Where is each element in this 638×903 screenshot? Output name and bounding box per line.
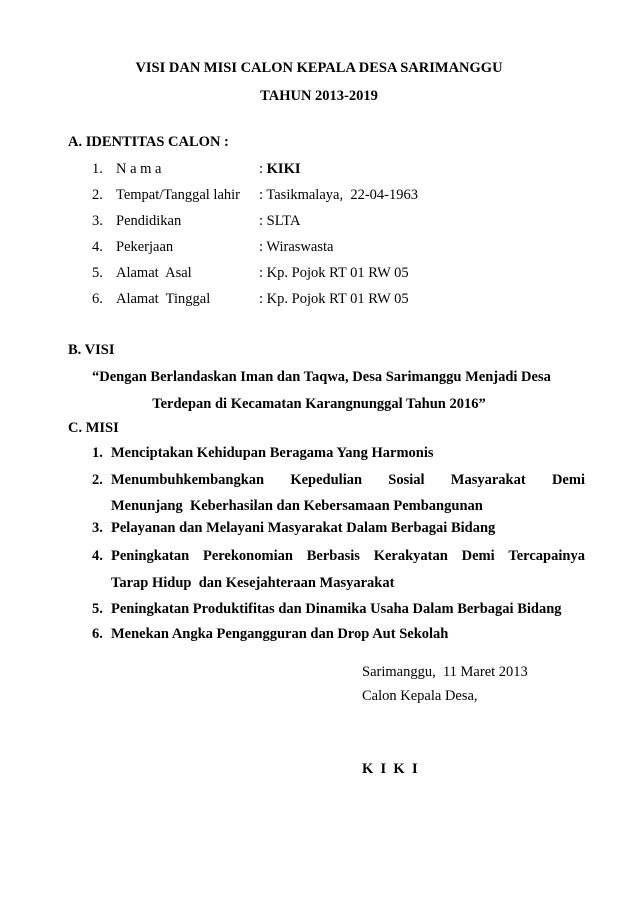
signature-place-date: Sarimanggu, 11 Maret 2013 xyxy=(362,664,528,680)
identity-row-number: 1. xyxy=(92,161,103,177)
mission-text xyxy=(111,472,585,489)
identity-row-value: : Kp. Pojok RT 01 RW 05 xyxy=(259,265,409,281)
identity-row-label: Alamat Tinggal xyxy=(116,291,211,307)
mission-item xyxy=(0,472,638,522)
mission-word: Demi xyxy=(461,548,495,564)
identity-row-value: : KIKI xyxy=(259,161,301,177)
vision-line-2: Terdepan di Kecamatan Karangnunggal Tahun 2016” xyxy=(152,396,486,412)
mission-text xyxy=(111,548,585,565)
identity-row xyxy=(0,265,638,291)
mission-number: 3. xyxy=(92,520,103,536)
section-a-heading: A. IDENTITAS CALON : xyxy=(68,134,229,150)
section-c-heading: C. MISI xyxy=(68,420,119,436)
vision-line-1: “Dengan Berlandaskan Iman dan Taqwa, Desa Sarimanggu Menjadi Desa xyxy=(92,369,551,385)
mission-number: 4. xyxy=(92,548,103,564)
mission-word: Tercapainya xyxy=(508,548,585,564)
identity-row xyxy=(0,161,638,187)
document-title: VISI DAN MISI CALON KEPALA DESA SARIMANGGU xyxy=(135,60,503,76)
identity-row-number: 3. xyxy=(92,213,103,229)
mission-item xyxy=(0,548,638,598)
mission-text-continued: Tarap Hidup dan Kesejahteraan Masyarakat xyxy=(111,575,395,591)
mission-number: 5. xyxy=(92,601,103,617)
mission-number: 6. xyxy=(92,626,103,642)
mission-word: Demi xyxy=(551,472,585,488)
mission-word: Kepedulian xyxy=(290,472,363,488)
identity-row-value: : Kp. Pojok RT 01 RW 05 xyxy=(259,291,409,307)
identity-row xyxy=(0,291,638,317)
section-b-heading: B. VISI xyxy=(68,342,115,358)
mission-word: Berbasis xyxy=(306,548,360,564)
identity-row-label: Pendidikan xyxy=(116,213,182,229)
identity-row-value: : Tasikmalaya, 22-04-1963 xyxy=(259,187,418,203)
mission-word: Perekonomian xyxy=(202,548,293,564)
document-period: TAHUN 2013-2019 xyxy=(260,88,378,104)
identity-row xyxy=(0,187,638,213)
identity-row-value: : SLTA xyxy=(259,213,301,229)
mission-word: Kerakyatan xyxy=(373,548,448,564)
mission-number: 1. xyxy=(92,445,103,461)
mission-text-continued: Menunjang Keberhasilan dan Kebersamaan Pembangunan xyxy=(111,498,483,514)
mission-text: Pelayanan dan Melayani Masyarakat Dalam Berbagai Bidang xyxy=(111,520,496,536)
identity-row-label: Pekerjaan xyxy=(116,239,174,255)
mission-word: Peningkatan xyxy=(111,548,190,564)
identity-row-number: 6. xyxy=(92,291,103,307)
signature-name: K I K I xyxy=(362,761,418,777)
signature-role: Calon Kepala Desa, xyxy=(362,688,478,704)
mission-number: 2. xyxy=(92,472,103,488)
candidate-name: KIKI xyxy=(266,161,301,177)
mission-text: Peningkatan Produktifitas dan Dinamika Usaha Dalam Berbagai Bidang xyxy=(111,601,562,617)
identity-row-number: 5. xyxy=(92,265,103,281)
mission-text: Menekan Angka Pengangguran dan Drop Aut Sekolah xyxy=(111,626,449,642)
mission-word: Masyarakat xyxy=(450,472,526,488)
identity-row xyxy=(0,239,638,265)
identity-row xyxy=(0,213,638,239)
mission-text: Menciptakan Kehidupan Beragama Yang Harmonis xyxy=(111,445,434,461)
mission-word: Sosial xyxy=(388,472,425,488)
identity-row-label: Alamat Asal xyxy=(116,265,192,281)
mission-word: Menumbuhkembangkan xyxy=(111,472,265,488)
identity-row-value: : Wiraswasta xyxy=(259,239,334,255)
identity-row-label: Tempat/Tanggal lahir xyxy=(116,187,240,203)
identity-row-number: 2. xyxy=(92,187,103,203)
identity-row-number: 4. xyxy=(92,239,103,255)
identity-row-label: N a m a xyxy=(116,161,162,177)
